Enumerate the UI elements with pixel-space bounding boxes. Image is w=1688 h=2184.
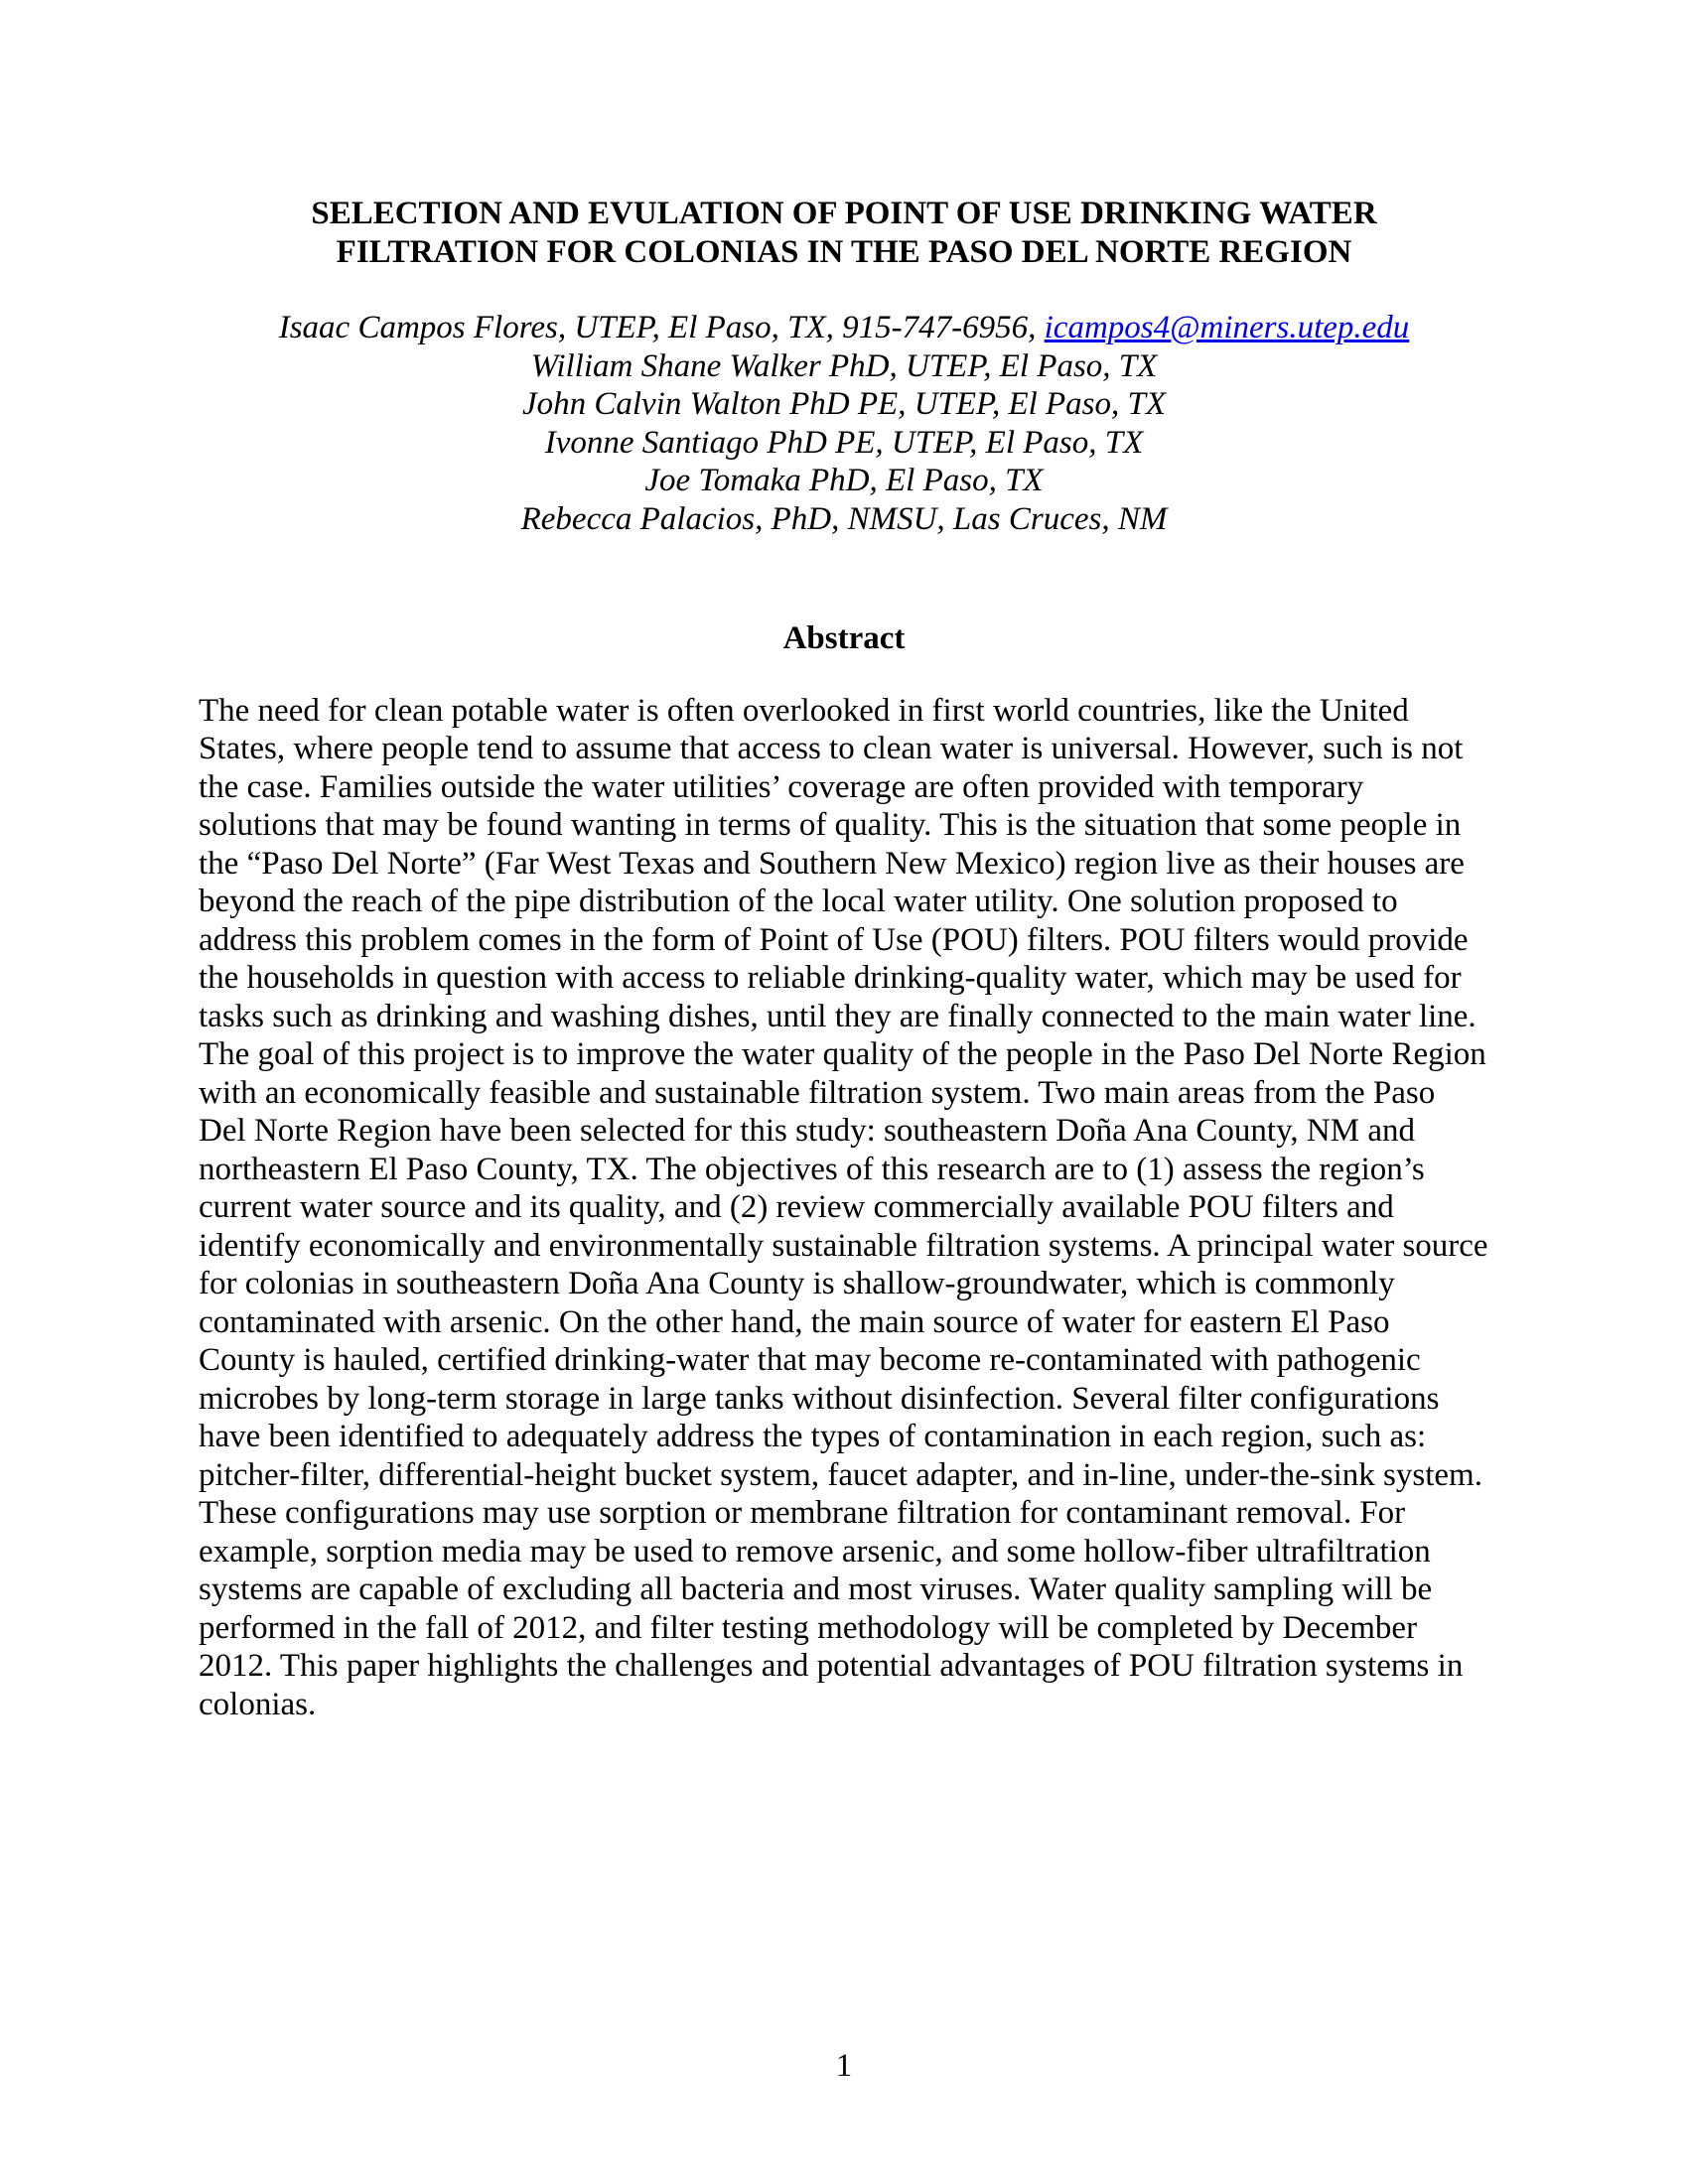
author-1-text: Isaac Campos Flores, UTEP, El Paso, TX, 915-747-6956, <box>278 310 1045 345</box>
author-line-1 <box>199 309 1489 347</box>
page-number: 1 <box>835 2048 853 2084</box>
paper-title <box>199 195 1489 271</box>
author-line-5: Joe Tomaka PhD, El Paso, TX <box>644 463 1044 498</box>
paper-title-line1: SELECTION AND EVULATION OF POINT OF USE DRINKING WATER <box>311 196 1377 231</box>
abstract-heading: Abstract <box>782 620 906 656</box>
abstract-paragraph: The need for clean potable water is often overlooked in first world countries, like the United States, where people tend to assume that access to clean water is universal. However, such is not the case. Families outside the water utilities’ coverage are often provided with temporary solutions that may be found wanting in terms of quality. This is the situation that some people in the “Paso Del Norte” (Far West Texas and Southern New Mexico) region live as their houses are beyond the reach of the pipe distribution of the local water utility. One solution proposed to address this problem comes in the form of Point of Use (POU) filters. POU filters would provide the households in question with access to reliable drinking-quality water, which may be used for tasks such as drinking and washing dishes, until they are finally connected to the main water line. The goal of this project is to improve the water quality of the people in the Paso Del Norte Region with an economically feasible and sustainable filtration system. Two main areas from the Paso Del Norte Region have been selected for this study: southeastern Doña Ana County, NM and northeastern El Paso County, TX. The objectives of this research are to (1) assess the region’s current water source and its quality, and (2) review commercially available POU filters and identify economically and environmentally sustainable filtration systems. A principal water source for colonias in southeastern Doña Ana County is shallow-groundwater, which is commonly contaminated with arsenic. On the other hand, the main source of water for eastern El Paso County is hauled, certified drinking-water that may become re-contaminated with pathogenic microbes by long-term storage in large tanks without disinfection. Several filter configurations have been identified to adequately address the types of contamination in each region, such as: pitcher-filter, differential-height bucket system, faucet adapter, and in-line, under-the-sink system. These configurations may use sorption or membrane filtration for contaminant removal. For example, sorption media may be used to remove arsenic, and some hollow-fiber ultrafiltration systems are capable of excluding all bacteria and most viruses. Water quality sampling will be performed in the fall of 2012, and filter testing methodology will be completed by December 2012. This paper highlights the challenges and potential advantages of POU filtration systems in colonias. <box>199 692 1488 1722</box>
author-line-2: William Shane Walker PhD, UTEP, El Paso, TX <box>530 347 1158 384</box>
author-email-link[interactable]: icampos4@miners.utep.edu <box>1044 310 1410 345</box>
author-block <box>199 309 1489 538</box>
author-line-3: John Calvin Walton PhD PE, UTEP, El Paso, TX <box>521 386 1167 422</box>
document-content <box>199 195 1489 1723</box>
author-line-6: Rebecca Palacios, PhD, NMSU, Las Cruces, NM <box>520 500 1168 537</box>
paper-title-line2: FILTRATION FOR COLONIAS IN THE PASO DEL NORTE REGION <box>336 233 1352 270</box>
author-line-4: Ivonne Santiago PhD PE, UTEP, El Paso, TX <box>544 424 1144 461</box>
